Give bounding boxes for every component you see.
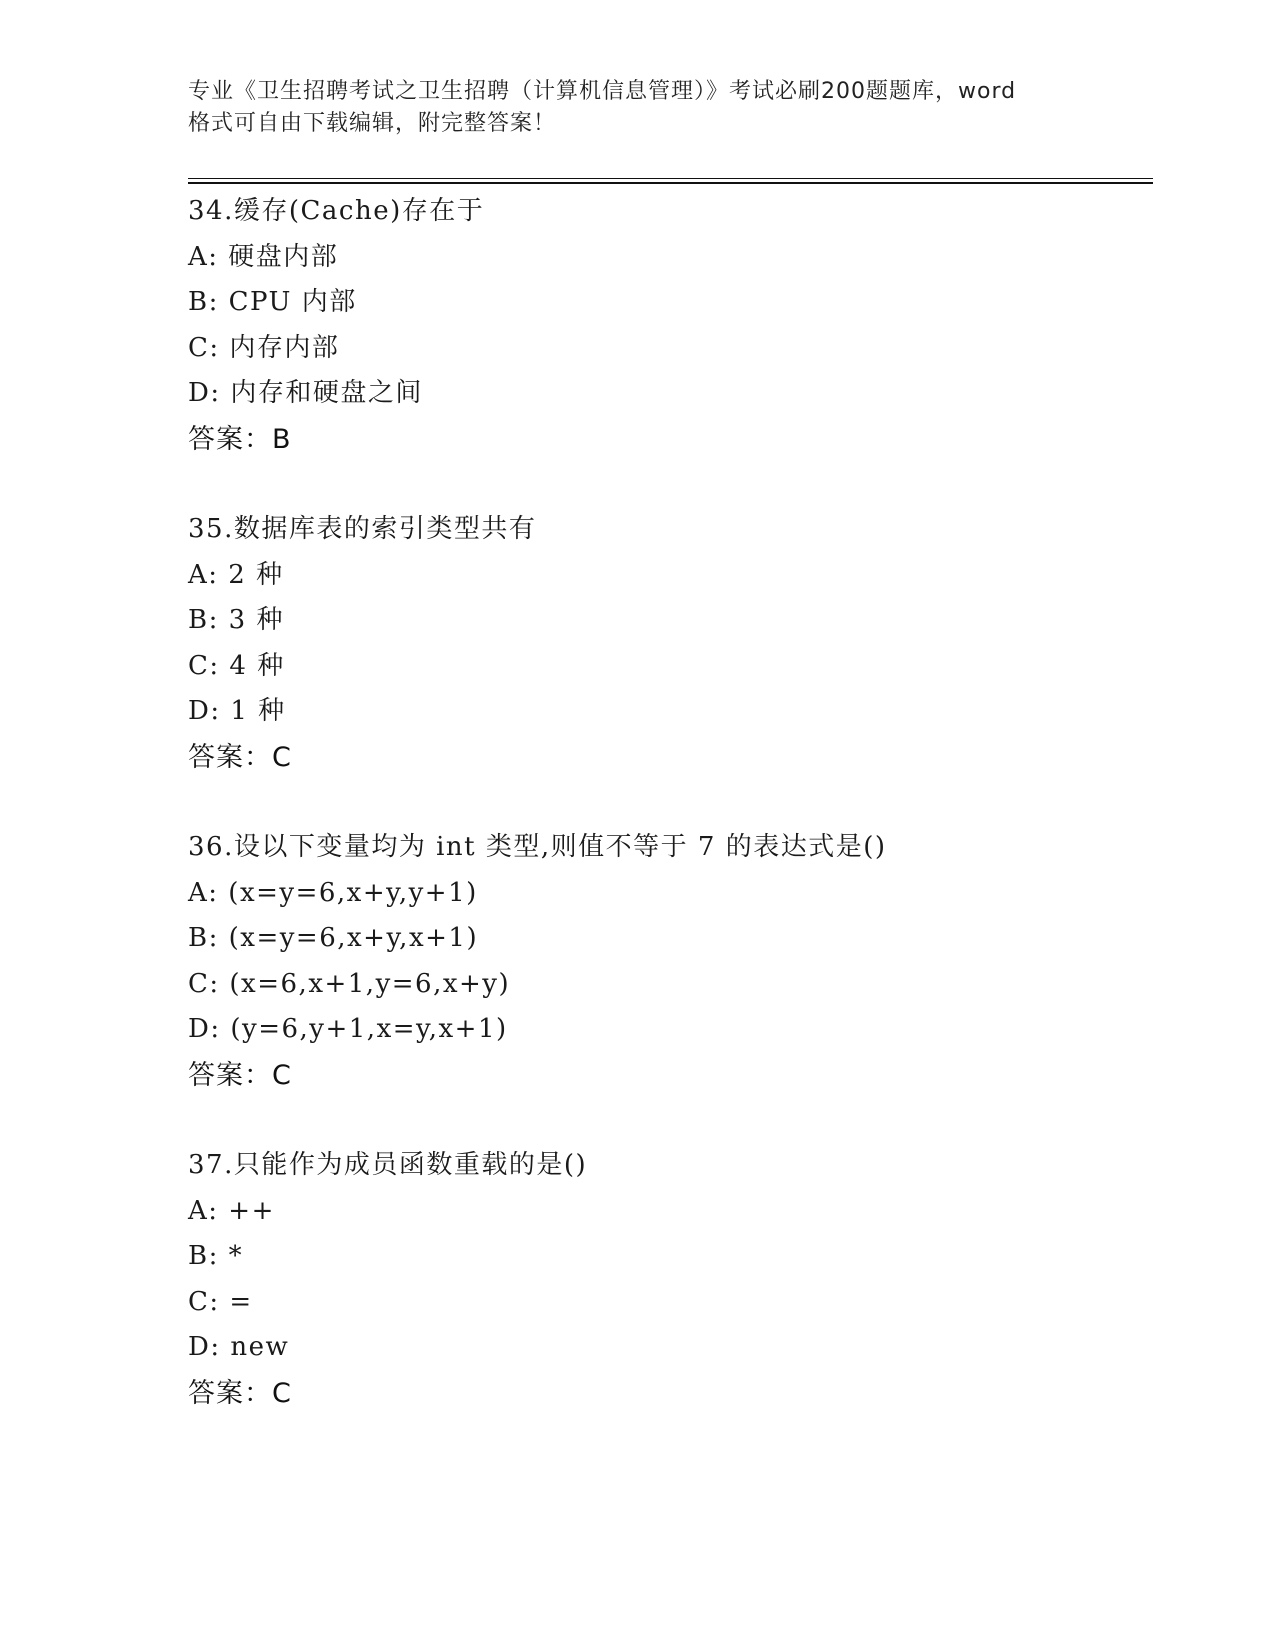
option-c: C: (x=6,x+1,y=6,x+y) xyxy=(188,968,511,999)
answer-line: 答案：C xyxy=(188,741,292,773)
question-stem: 37.只能作为成员函数重载的是() xyxy=(188,1150,588,1180)
document-header xyxy=(188,76,1088,140)
option-c: C: 4 种 xyxy=(188,650,285,681)
question-35 xyxy=(188,507,1148,780)
option-d: D: new xyxy=(188,1332,290,1362)
header-divider-thin xyxy=(188,178,1153,179)
answer-line: 答案：B xyxy=(188,423,292,455)
question-37 xyxy=(188,1143,1148,1416)
question-36 xyxy=(188,825,1148,1098)
option-b: B: CPU 内部 xyxy=(188,287,357,317)
answer-line: 答案：C xyxy=(188,1059,292,1091)
option-a: A: 硬盘内部 xyxy=(188,241,339,272)
option-c: C: = xyxy=(188,1286,253,1317)
question-stem: 34.缓存(Cache)存在于 xyxy=(188,196,485,226)
option-a: A: 2 种 xyxy=(188,559,284,590)
option-a: A: ++ xyxy=(188,1195,275,1226)
header-line-2: 格式可自由下载编辑，附完整答案！ xyxy=(188,111,557,136)
option-d: D: 内存和硬盘之间 xyxy=(188,378,423,408)
header-divider-thick xyxy=(188,182,1153,184)
option-b: B: (x=y=6,x+y,x+1) xyxy=(188,923,479,953)
header-line-1: 专业《卫生招聘考试之卫生招聘（计算机信息管理）》考试必刷200题题库，word xyxy=(188,79,1017,104)
question-stem: 36.设以下变量均为 int 类型,则值不等于 7 的表达式是() xyxy=(188,832,887,862)
option-b: B: 3 种 xyxy=(188,605,284,635)
option-c: C: 内存内部 xyxy=(188,332,340,363)
question-34 xyxy=(188,189,1148,462)
option-a: A: (x=y=6,x+y,y+1) xyxy=(188,877,478,908)
option-d: D: (y=6,y+1,x=y,x+1) xyxy=(188,1014,508,1044)
question-stem: 35.数据库表的索引类型共有 xyxy=(188,514,537,544)
option-b: B: * xyxy=(188,1241,244,1271)
answer-line: 答案：C xyxy=(188,1377,292,1409)
option-d: D: 1 种 xyxy=(188,696,286,726)
